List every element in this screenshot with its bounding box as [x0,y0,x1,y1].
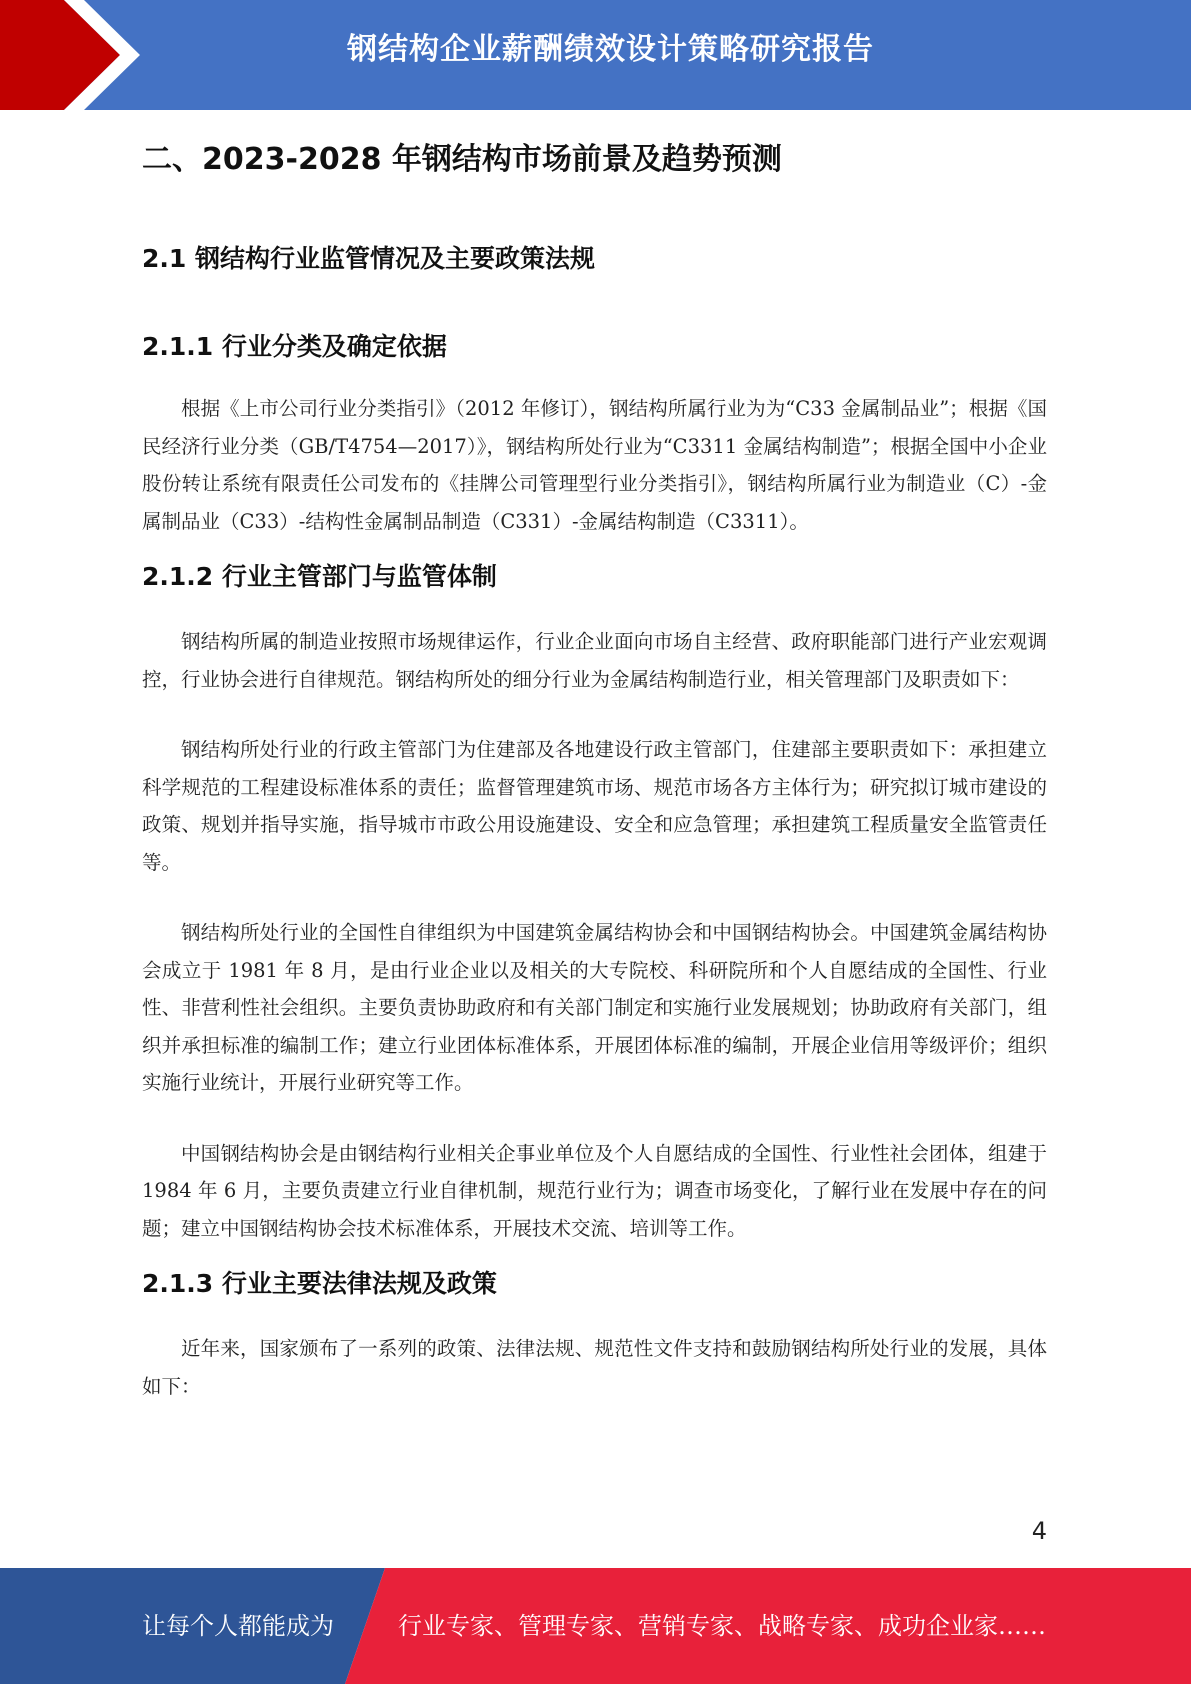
paragraph-self-regulatory-organization: 钢结构所处行业的全国性自律组织为中国建筑金属结构协会和中国钢结构协会。中国建筑金属结构协会成立于 1981 年 8 月，是由行业企业以及相关的大专院校、科研院所和个人自愿结成的全国性、行业性、非营利性社会组织。主要负责协助政府和有关部门制定和实施行业发展规划；协助政府有关部门，组织并承担标准的编制工作；建立行业团体标准体系，开展团体标准的编制，开展企业信用等级评价；组织实施行业统计，开展行业研究等工作。 [142,921,1047,1094]
subsection-heading-2-1-3: 2.1.3 行业主要法律法规及政策 [142,1269,497,1298]
page-number: 4 [1031,1517,1047,1545]
page-footer [0,1568,1191,1684]
main-content [142,140,1047,1405]
subsection-heading-2-1-2: 2.1.2 行业主管部门与监管体制 [142,562,497,591]
footer-slogan-right: 行业专家、管理专家、营销专家、战略专家、成功企业家…… [398,1612,1046,1640]
footer-slogan-left: 让每个人都能成为 [142,1612,334,1640]
paragraph-steel-structure-association: 中国钢结构协会是由钢结构行业相关企事业单位及个人自愿结成的全国性、行业性社会团体，组建于 1984 年 6 月，主要负责建立行业自律机制，规范行业行为；调查市场变化，了解行业在发展中存在的问题；建立中国钢结构协会技术标准体系，开展技术交流、培训等工作。 [142,1141,1047,1240]
chapter-heading: 二、2023-2028 年钢结构市场前景及趋势预测 [142,142,782,177]
header-title: 钢结构企业薪酬绩效设计策略研究报告 [347,32,874,67]
subsection-heading-2-1-1: 2.1.1 行业分类及确定依据 [142,332,447,361]
section-heading-2-1: 2.1 钢结构行业监管情况及主要政策法规 [142,244,595,273]
paragraph-policies-intro: 近年来，国家颁布了一系列的政策、法律法规、规范性文件支持和鼓励钢结构所处行业的发展，具体如下： [142,1337,1047,1398]
paragraph-regulation-overview: 钢结构所属的制造业按照市场规律运作，行业企业面向市场自主经营、政府职能部门进行产业宏观调控，行业协会进行自律规范。钢结构所处的细分行业为金属结构制造行业，相关管理部门及职责如下： [142,630,1047,691]
paragraph-industry-classification: 根据《上市公司行业分类指引》（2012 年修订），钢结构所属行业为为“C33 金属制品业”；根据《国民经济行业分类（GB/T4754—2017）》，钢结构所处行业为“C3311 金属结构制造”；根据全国中小企业股份转让系统有限责任公司发布的《挂牌公司管理型行业分类指引》，钢结构所属行业为制造业（C）-金属制品业（C33）-结构性金属制品制造（C331）-金属结构制造（C3311）。 [142,397,1047,533]
page-header [0,0,1191,110]
paragraph-administrative-authority: 钢结构所处行业的行政主管部门为住建部及各地建设行政主管部门，住建部主要职责如下：承担建立科学规范的工程建设标准体系的责任；监督管理建筑市场、规范市场各方主体行为；研究拟订城市建设的政策、规划并指导实施，指导城市市政公用设施建设、安全和应急管理；承担建筑工程质量安全监管责任等。 [142,738,1047,874]
